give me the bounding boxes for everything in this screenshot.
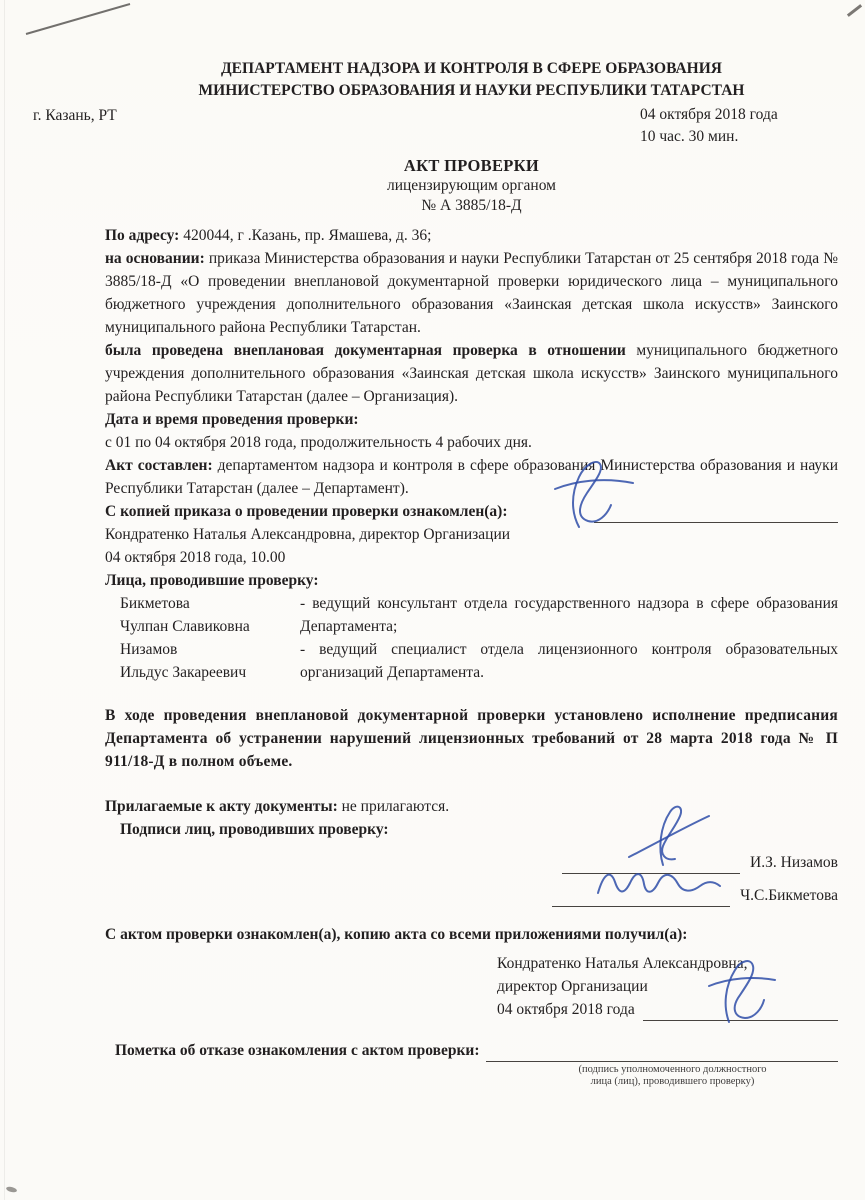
- inspector-role-1: - ведущий консультант отдела государственного надзора в сфере образования Департамента;: [300, 595, 838, 635]
- familiarized-label: С копией приказа о проведении проверки ознакомлен(а):: [105, 503, 508, 520]
- issuing-authority-header: [105, 58, 838, 102]
- acquainted-label: С актом проверки ознакомлен(а), копию акта со всеми приложениями получил(а):: [105, 926, 688, 943]
- refusal-row: [105, 1039, 838, 1062]
- inspectors-label: Лица, проводившие проверку:: [105, 572, 319, 589]
- authority-line-1: ДЕПАРТАМЕНТ НАДЗОРА И КОНТРОЛЯ В СФЕРЕ ОБРАЗОВАНИЯ: [221, 60, 722, 77]
- datetime-label: Дата и время проведения проверки:: [105, 411, 359, 428]
- conducted-label: была проведена внеплановая документарная проверка в отношении: [105, 342, 626, 359]
- inspector-1-given-name: Чулпан Славиковна: [120, 618, 250, 635]
- refusal-line: [486, 1043, 839, 1062]
- address-label: По адресу:: [105, 227, 180, 244]
- signature-name-2: Ч.С.Бикметова: [740, 887, 838, 904]
- document-time: 10 час. 30 мин.: [640, 128, 739, 145]
- inspector-2-given-name: Ильдус Закареевич: [120, 664, 247, 681]
- scan-artifact-left-edge: [4, 0, 5, 1200]
- familiarized-date: 04 октября 2018 года, 10.00: [105, 549, 286, 566]
- paragraph-address: [105, 224, 838, 247]
- inspector-row-1: [105, 592, 838, 638]
- paragraph-basis: [105, 247, 838, 339]
- inspector-signature-row-1: [105, 841, 838, 874]
- refusal-note: [555, 1064, 790, 1088]
- document-datetime: [640, 104, 838, 148]
- acquainted-block: [497, 952, 838, 1021]
- acquainted-role: директор Организации: [497, 978, 648, 995]
- inspector-name-2: [120, 638, 300, 684]
- acquainted-date-row: [497, 998, 838, 1021]
- attachments-label: Прилагаемые к акту документы:: [105, 798, 338, 815]
- inspector-1-surname: Бикметова: [120, 595, 190, 612]
- refusal-label: Пометка об отказе ознакомления с актом проверки:: [115, 1042, 480, 1059]
- paragraph-conducted: [105, 339, 838, 408]
- document-title: АКТ ПРОВЕРКИ: [403, 156, 540, 175]
- place-date-row: [33, 104, 838, 148]
- acquainted-signature-line: [643, 1002, 838, 1021]
- conducted-text: муниципального бюджетного учреждения дополнительного образования «Заинская детская школа искусств» Заинского муниципального района Республики Татарстан (далее – Организация).: [105, 342, 838, 405]
- scan-artifact-top-right: [847, 4, 862, 17]
- acquainted-name: Кондратенко Наталья Александровна,: [497, 955, 748, 972]
- acquainted-date: 04 октября 2018 года: [497, 1001, 635, 1018]
- act-drawn-text: департаментом надзора и контроля в сфере образования Министерства образования и науки Республики Татарстан (далее – Департамент).: [105, 457, 838, 497]
- attachments-text: не прилагаются.: [341, 798, 450, 815]
- signatures-label: Подписи лиц, проводивших проверку:: [120, 821, 389, 838]
- basis-text: приказа Министерства образования и науки Республики Татарстан от 25 сентября 2018 года № 3885/18-Д «О проведении внеплановой документарной проверки юридического лица – муниципального бюджетного учреждения дополнительного образования «Заинская детская школа искусств» Заинского муниципального района Республики Татарстан.: [105, 250, 839, 336]
- inspector-2-surname: Низамов: [120, 641, 178, 658]
- refusal-note-line-2: лица (лиц), проводившего проверку): [590, 1076, 755, 1087]
- familiarized-name: Кондратенко Наталья Александровна, директор Организации: [105, 526, 511, 543]
- paragraph-act-drawn: [105, 454, 838, 500]
- address-text: 420044, г .Казань, пр. Ямашева, д. 36;: [183, 227, 432, 244]
- document-number: № А 3885/18-Д: [421, 197, 522, 214]
- inspector-row-2: [105, 638, 838, 684]
- familiarized-signature-line: [594, 504, 838, 523]
- basis-label: на основании:: [105, 250, 205, 267]
- document-place: г. Казань, РТ: [33, 107, 117, 124]
- datetime-text: с 01 по 04 октября 2018 года, продолжительность 4 рабочих дня.: [105, 434, 532, 451]
- inspector-name-1: [120, 592, 300, 638]
- signature-line-2: [552, 888, 730, 907]
- conclusion-paragraph: В ходе проведения внеплановой документарной проверки установлено исполнение предписания Департамента об устранении нарушений лицензионных требований от 28 марта 2018 года № П 911/18-Д в полном объеме.: [105, 707, 838, 770]
- familiarized-row: [105, 500, 838, 523]
- inspector-signature-row-2: [105, 874, 838, 907]
- inspectors-table: [105, 592, 838, 684]
- authority-line-2: МИНИСТЕРСТВО ОБРАЗОВАНИЯ И НАУКИ РЕСПУБЛИКИ ТАТАРСТАН: [198, 82, 745, 99]
- signature-line-1: [562, 855, 740, 874]
- act-drawn-label: Акт составлен:: [105, 457, 213, 474]
- document-subtitle: лицензирующим органом: [386, 177, 556, 194]
- scan-artifact-bottom-left: [6, 1186, 18, 1194]
- refusal-note-line-1: (подпись уполномоченного должностного: [578, 1064, 767, 1075]
- signature-name-1: И.З. Низамов: [750, 854, 838, 871]
- document-content: [33, 58, 839, 1088]
- document-title-block: [105, 156, 838, 216]
- document-date: 04 октября 2018 года: [640, 106, 778, 123]
- paragraph-attachments: [105, 795, 838, 818]
- scan-artifact-diagonal-line: [18, 2, 138, 38]
- inspector-role-2: - ведущий специалист отдела лицензионного контроля образовательных организаций Департамента.: [300, 641, 838, 681]
